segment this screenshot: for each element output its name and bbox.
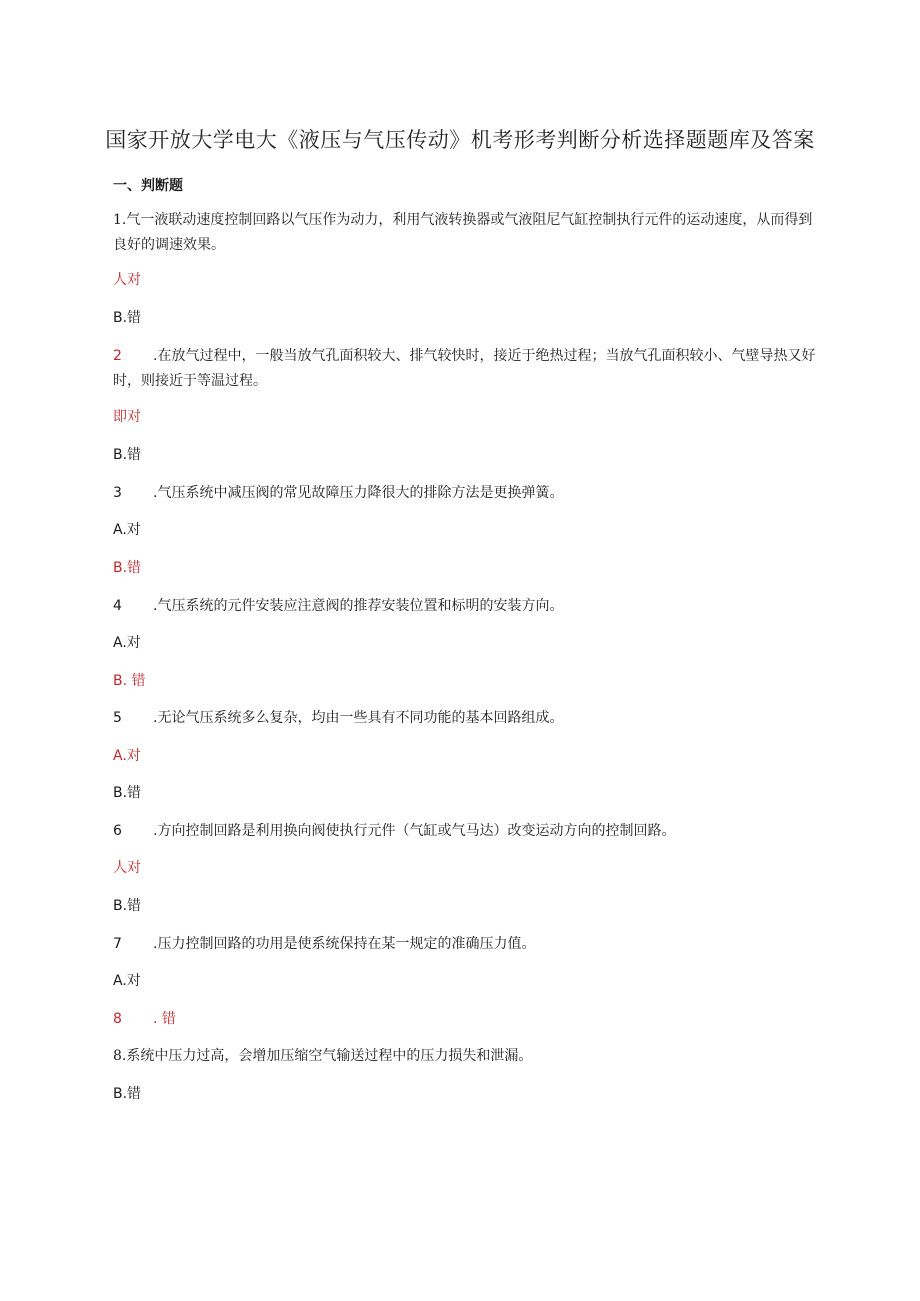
document-title: 国家开放大学电大《液压与气压传动》机考形考判断分析选择题题库及答案 bbox=[105, 128, 815, 152]
question-2-number: 2 bbox=[113, 348, 122, 364]
question-4-answer-a: A.对 bbox=[113, 635, 141, 651]
question-6-answer-b: B.错 bbox=[113, 898, 142, 914]
question-6-text: .方向控制回路是利用换向阀使执行元件（气缸或气马达）改变运动方向的控制回路。 bbox=[153, 823, 676, 839]
question-7-number: 7 bbox=[113, 936, 122, 952]
question-7 bbox=[113, 932, 823, 957]
question-6 bbox=[113, 819, 823, 844]
question-4-text: .气压系统的元件安装应注意阀的推荐安装位置和标明的安装方向。 bbox=[153, 598, 564, 614]
question-1-answer-a: 人对 bbox=[113, 272, 141, 288]
question-8-answer-b: B.错 bbox=[113, 1086, 142, 1102]
question-5-answer-a: A.对 bbox=[113, 748, 141, 764]
question-1 bbox=[113, 208, 823, 258]
question-3-answer-a: A.对 bbox=[113, 522, 141, 538]
question-2-text: .在放气过程中，一般当放气孔面积较大、排气较快时，接近于绝热过程；当放气孔面积较小、气壁导热又好时，则接近于等温过程。 bbox=[113, 348, 816, 389]
question-6-number: 6 bbox=[113, 823, 122, 839]
section-heading: 一、判断题 bbox=[113, 178, 183, 194]
question-3-number: 3 bbox=[113, 485, 122, 501]
question-4-answer-b: B. 错 bbox=[113, 673, 146, 689]
question-7-answer-b bbox=[113, 1007, 823, 1032]
question-1-answer-b: B.错 bbox=[113, 310, 142, 326]
question-4 bbox=[113, 594, 823, 619]
question-8 bbox=[113, 1044, 823, 1069]
question-5-answer-b: B.错 bbox=[113, 785, 142, 801]
question-4-number: 4 bbox=[113, 598, 122, 614]
question-1-text: 1.气一液联动速度控制回路以气压作为动力，利用气液转换器或气液阻尼气缸控制执行元件的运动速度，从而得到良好的调速效果。 bbox=[113, 212, 813, 253]
question-3-answer-b: B.错 bbox=[113, 560, 142, 576]
question-7-text: .压力控制回路的功用是使系统保持在某一规定的准确压力值。 bbox=[153, 936, 536, 952]
question-2-answer-a: 即对 bbox=[113, 409, 141, 425]
answer-b-number: 8 bbox=[113, 1011, 122, 1027]
question-5-number: 5 bbox=[113, 710, 122, 726]
answer-b-text: . 错 bbox=[153, 1011, 176, 1027]
question-7-answer-a: A.对 bbox=[113, 973, 141, 989]
question-8-text: 8.系统中压力过高，会增加压缩空气输送过程中的压力损失和泄漏。 bbox=[113, 1048, 533, 1064]
question-2-answer-b: B.错 bbox=[113, 447, 142, 463]
question-5 bbox=[113, 706, 823, 731]
question-6-answer-a: 人对 bbox=[113, 860, 141, 876]
question-3-text: .气压系统中减压阀的常见故障压力降很大的排除方法是更换弹簧。 bbox=[153, 485, 564, 501]
question-5-text: .无论气压系统多么复杂，均由一些具有不同功能的基本回路组成。 bbox=[153, 710, 564, 726]
question-2 bbox=[113, 344, 823, 394]
question-3 bbox=[113, 481, 823, 506]
